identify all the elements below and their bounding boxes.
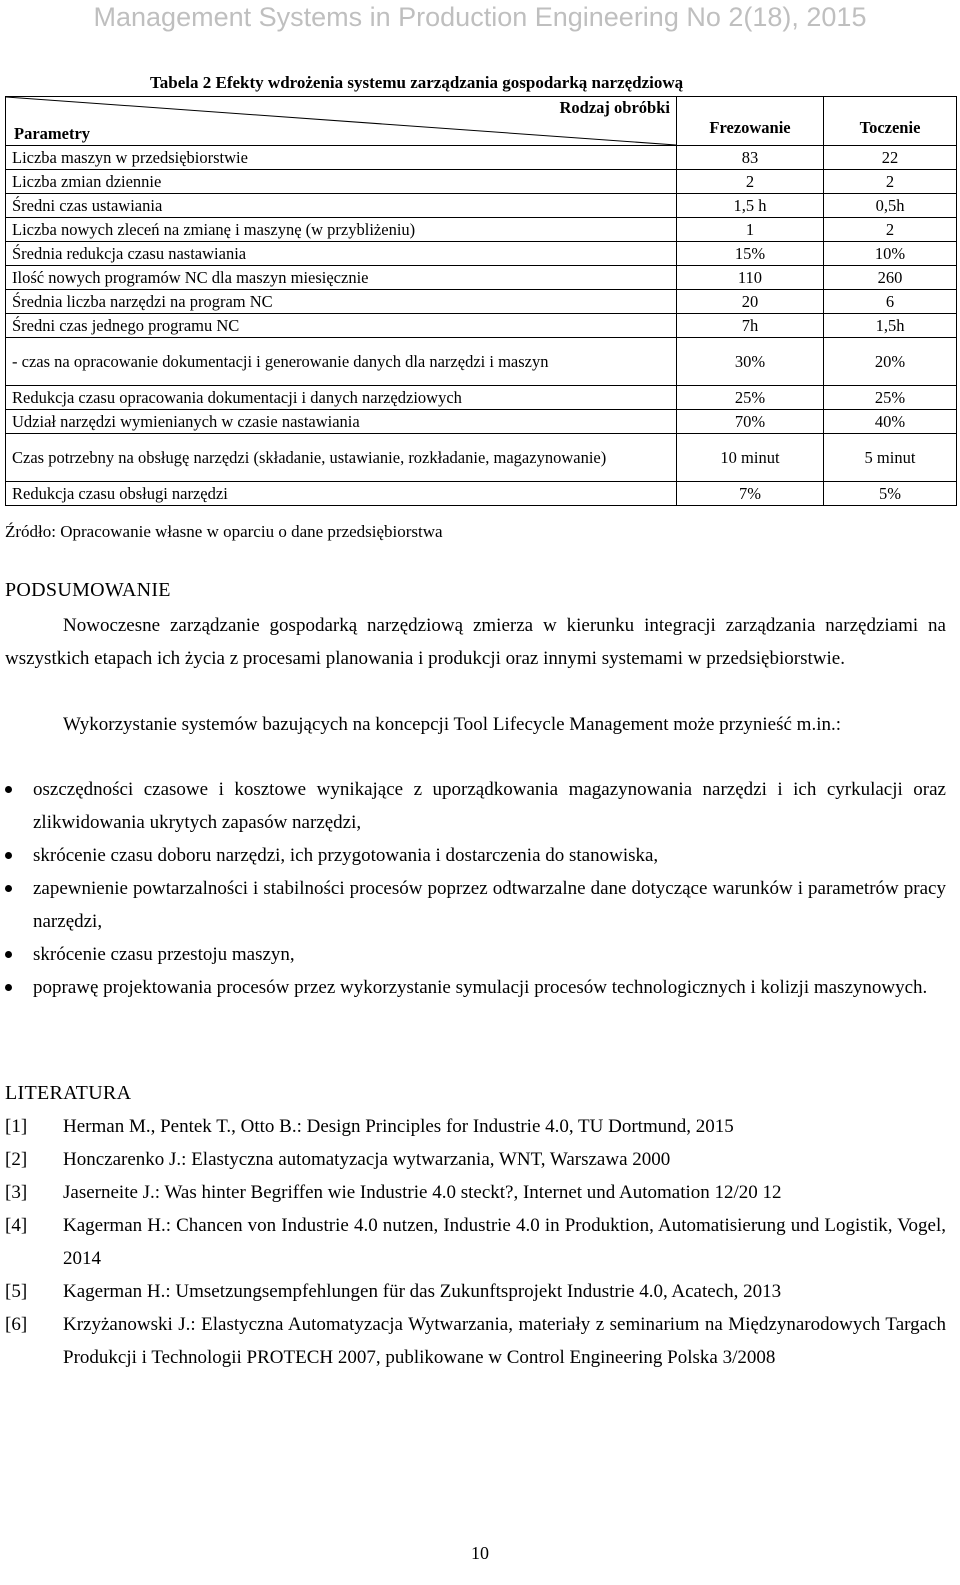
reference-item xyxy=(5,1275,946,1308)
reference-item xyxy=(5,1110,946,1143)
list-item-text: zapewnienie powtarzalności i stabilności procesów poprzez odtwarzalne dane dotyczące warunków i parametrów pracy narzędzi, xyxy=(33,878,946,932)
results-table xyxy=(5,96,957,506)
page-number: 10 xyxy=(471,1543,489,1563)
table-row xyxy=(6,290,957,314)
parameter-cell: Średni czas jednego programu NC xyxy=(6,314,677,338)
list-item xyxy=(5,872,946,938)
table-body xyxy=(6,146,957,506)
frezowanie-value-cell: 70% xyxy=(677,410,824,434)
table-row xyxy=(6,194,957,218)
frezowanie-value-cell: 7h xyxy=(677,314,824,338)
list-item xyxy=(5,773,946,839)
table-source-note: Źródło: Opracowanie własne w oparciu o dane przedsiębiorstwa xyxy=(5,522,443,541)
toczenie-value-cell: 2 xyxy=(824,170,957,194)
toczenie-value-cell: 5 minut xyxy=(824,434,957,482)
frezowanie-value-cell: 2 xyxy=(677,170,824,194)
parameter-cell: Liczba maszyn w przedsiębiorstwie xyxy=(6,146,677,170)
toczenie-value-cell: 10% xyxy=(824,242,957,266)
bullet-icon xyxy=(5,885,12,892)
corner-label-top: Rodzaj obróbki xyxy=(559,98,670,117)
frezowanie-value-cell: 30% xyxy=(677,338,824,386)
toczenie-value-cell: 5% xyxy=(824,482,957,506)
reference-number: [6] xyxy=(5,1314,28,1335)
reference-item xyxy=(5,1209,946,1275)
table-caption: Tabela 2 Efekty wdrożenia systemu zarządzania gospodarką narzędziową xyxy=(150,73,684,92)
toczenie-value-cell: 6 xyxy=(824,290,957,314)
table-row xyxy=(6,242,957,266)
table-row xyxy=(6,434,957,482)
reference-text: Herman M., Pentek T., Otto B.: Design Principles for Industrie 4.0, TU Dortmund, 2015 xyxy=(63,1116,734,1137)
table-row xyxy=(6,218,957,242)
table-row xyxy=(6,146,957,170)
reference-text: Kagerman H.: Umsetzungsempfehlungen für das Zukunftsprojekt Industrie 4.0, Acatech, 2013 xyxy=(63,1281,782,1302)
parameter-cell: Czas potrzebny na obsługę narzędzi (składanie, ustawianie, rozkładanie, magazynowanie) xyxy=(6,434,677,482)
frezowanie-value-cell: 1,5 h xyxy=(677,194,824,218)
parameter-cell: Ilość nowych programów NC dla maszyn miesięcznie xyxy=(6,266,677,290)
parameter-cell: Średnia redukcja czasu nastawiania xyxy=(6,242,677,266)
bullet-icon xyxy=(5,984,12,991)
table-row xyxy=(6,338,957,386)
frezowanie-value-cell: 15% xyxy=(677,242,824,266)
toczenie-value-cell: 0,5h xyxy=(824,194,957,218)
reference-item xyxy=(5,1176,946,1209)
frezowanie-value-cell: 7% xyxy=(677,482,824,506)
frezowanie-value-cell: 10 minut xyxy=(677,434,824,482)
parameter-cell: Udział narzędzi wymienianych w czasie nastawiania xyxy=(6,410,677,434)
corner-label-bottom: Parametry xyxy=(14,124,91,143)
list-item-text: oszczędności czasowe i kosztowe wynikające z uporządkowania magazynowania narzędzi i ich cyrkulacji oraz zlikwidowania ukrytych zapasów narzędzi, xyxy=(33,779,946,833)
parameter-cell: Liczba zmian dziennie xyxy=(6,170,677,194)
table-row xyxy=(6,170,957,194)
parameter-cell: Redukcja czasu opracowania dokumentacji i danych narzędziowych xyxy=(6,386,677,410)
frezowanie-value-cell: 1 xyxy=(677,218,824,242)
reference-item xyxy=(5,1143,946,1176)
reference-number: [4] xyxy=(5,1215,28,1236)
frezowanie-value-cell: 20 xyxy=(677,290,824,314)
list-item-text: skrócenie czasu doboru narzędzi, ich przygotowania i dostarczenia do stanowiska, xyxy=(33,845,659,866)
table-row xyxy=(6,482,957,506)
reference-item xyxy=(5,1308,946,1374)
running-header: Management Systems in Production Engineering No 2(18), 2015 xyxy=(93,2,867,32)
table-row xyxy=(6,410,957,434)
reference-number: [1] xyxy=(5,1116,28,1137)
section-heading-literature: LITERATURA xyxy=(5,1082,132,1104)
reference-number: [2] xyxy=(5,1149,28,1170)
list-item xyxy=(5,839,946,872)
parameter-cell: Liczba nowych zleceń na zmianę i maszynę (w przybliżeniu) xyxy=(6,218,677,242)
toczenie-value-cell: 40% xyxy=(824,410,957,434)
column-header-toczenie: Toczenie xyxy=(824,97,957,146)
bullet-icon xyxy=(5,786,12,793)
parameter-cell: - czas na opracowanie dokumentacji i generowanie danych dla narzędzi i maszyn xyxy=(6,338,677,386)
list-item xyxy=(5,971,946,1004)
table-corner-cell xyxy=(6,97,677,146)
reference-text: Krzyżanowski J.: Elastyczna Automatyzacja Wytwarzania, materiały z seminarium na Międzynarodowych Targach Produkcji i Technologii PROTECH 2007, publikowane w Control Engineering Polska 3/2008 xyxy=(63,1314,946,1368)
reference-text: Jaserneite J.: Was hinter Begriffen wie Industrie 4.0 steckt?, Internet und Automation 12/20 12 xyxy=(63,1182,782,1203)
benefits-list xyxy=(5,773,946,1004)
list-item-text: poprawę projektowania procesów przez wykorzystanie symulacji procesów technologicznych i kolizji maszynowych. xyxy=(33,977,928,998)
reference-number: [5] xyxy=(5,1281,28,1302)
toczenie-value-cell: 22 xyxy=(824,146,957,170)
bullet-icon xyxy=(5,852,12,859)
column-header-frezowanie: Frezowanie xyxy=(677,97,824,146)
section-heading-summary: PODSUMOWANIE xyxy=(5,579,171,601)
summary-paragraph-1: Nowoczesne zarządzanie gospodarką narzędziową zmierza w kierunku integracji zarządzania narzędziami na wszystkich etapach ich życia z procesami planowania i produkcji oraz innymi systemami w przedsiębiorstwie. xyxy=(5,615,946,669)
parameter-cell: Średni czas ustawiania xyxy=(6,194,677,218)
table-row xyxy=(6,386,957,410)
frezowanie-value-cell: 110 xyxy=(677,266,824,290)
toczenie-value-cell: 25% xyxy=(824,386,957,410)
parameter-cell: Średnia liczba narzędzi na program NC xyxy=(6,290,677,314)
toczenie-value-cell: 260 xyxy=(824,266,957,290)
table-row xyxy=(6,266,957,290)
toczenie-value-cell: 2 xyxy=(824,218,957,242)
list-item xyxy=(5,938,946,971)
table-header-row xyxy=(6,97,957,146)
bullet-icon xyxy=(5,951,12,958)
toczenie-value-cell: 20% xyxy=(824,338,957,386)
reference-text: Honczarenko J.: Elastyczna automatyzacja wytwarzania, WNT, Warszawa 2000 xyxy=(63,1149,671,1170)
toczenie-value-cell: 1,5h xyxy=(824,314,957,338)
frezowanie-value-cell: 25% xyxy=(677,386,824,410)
reference-text: Kagerman H.: Chancen von Industrie 4.0 nutzen, Industrie 4.0 in Produktion, Automatisierung und Logistik, Vogel, 2014 xyxy=(63,1215,946,1269)
reference-list xyxy=(5,1110,946,1374)
reference-number: [3] xyxy=(5,1182,28,1203)
summary-paragraph-2: Wykorzystanie systemów bazujących na koncepcji Tool Lifecycle Management może przynieść m.in.: xyxy=(63,714,842,735)
table-row xyxy=(6,314,957,338)
parameter-cell: Redukcja czasu obsługi narzędzi xyxy=(6,482,677,506)
frezowanie-value-cell: 83 xyxy=(677,146,824,170)
list-item-text: skrócenie czasu przestoju maszyn, xyxy=(33,944,295,965)
